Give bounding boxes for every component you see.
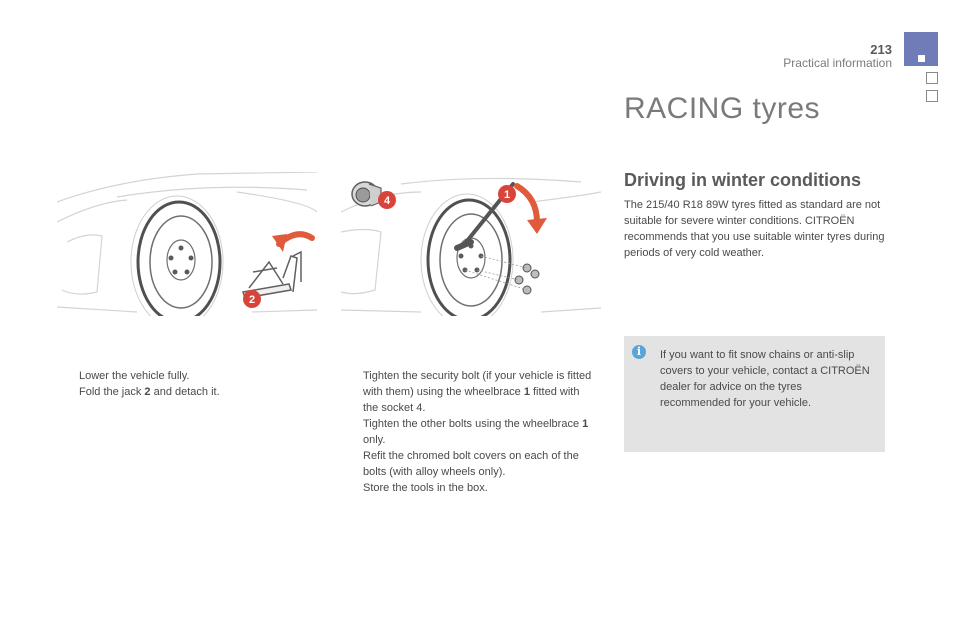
step-lower-vehicle: Lower the vehicle fully. xyxy=(79,370,190,382)
jack-illustration xyxy=(57,172,317,316)
wheel xyxy=(131,196,223,316)
steps-left xyxy=(57,368,317,400)
callout-2-label: 2 xyxy=(248,294,256,306)
winter-heading: Driving in winter conditions xyxy=(624,170,862,190)
info-icon: i xyxy=(632,345,646,359)
wheel xyxy=(421,194,513,316)
page-title: RACING tyres xyxy=(624,92,821,125)
wheelbrace-illustration xyxy=(341,172,601,316)
winter-paragraph: The 215/40 R18 89W tyres fitted as standard are not suitable for severe winter conditions. CITROËN recommends that you use suitable winter tyres during periods of very cold weather. xyxy=(624,199,885,259)
tab-box-1 xyxy=(926,72,938,84)
step-fold-jack: Fold the jack 2 and detach it. xyxy=(79,386,220,398)
tab-marker xyxy=(918,55,925,62)
fold-arrow-head xyxy=(272,234,287,252)
section-label: Practical information xyxy=(783,56,892,70)
turn-arrow-head xyxy=(527,218,547,234)
turn-arrow xyxy=(517,186,537,222)
info-box xyxy=(624,336,885,452)
callout-1-label: 1 xyxy=(503,189,511,201)
step-refit-covers: Refit the chromed bolt covers on each of the bolts (with alloy wheels only). xyxy=(363,450,579,478)
tab-box-2 xyxy=(926,90,938,102)
step-tighten-security-bolt: Tighten the security bolt (if your vehicle is fitted with them) using the wheelbrace 1 fitted with the socket 4. xyxy=(363,370,592,414)
page-number: 213 xyxy=(870,42,892,57)
info-text: If you want to fit snow chains or anti-slip covers to your vehicle, contact a CITROËN dealer for advice on the tyres recommended for your vehicle. xyxy=(660,349,870,409)
callout-4-label: 4 xyxy=(383,195,391,207)
socket xyxy=(352,182,381,206)
step-tighten-other-bolts: Tighten the other bolts using the wheelbrace 1 only. xyxy=(363,418,589,446)
step-store-tools: Store the tools in the box. xyxy=(363,482,488,494)
section-tab xyxy=(904,32,938,66)
steps-right xyxy=(341,368,597,496)
bolts xyxy=(515,264,539,294)
